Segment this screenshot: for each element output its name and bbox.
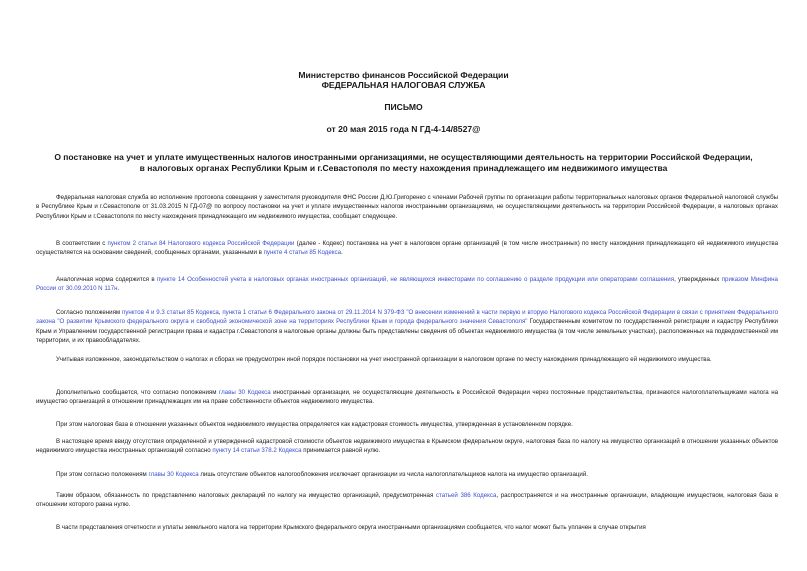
link-chapter-30[interactable]: главы 30 Кодекса bbox=[218, 389, 271, 396]
paragraph-text: При этом налоговая база в отношении указанных объектов недвижимого имущества определяется как кадастровая стоимость имущества, утвержденная в установленном порядке. bbox=[56, 421, 573, 428]
paragraph-text: . bbox=[340, 249, 343, 257]
document-title-line-2: в налоговых органах Республики Крым и г.Севастополя по месту нахождения принадлежащего им недвижимого имущества bbox=[139, 163, 668, 173]
paragraph-text: В соответствии с bbox=[56, 240, 108, 247]
paragraph-text: (далее - Кодекс) постановка на учет в налоговом органе организаций (в том числе иностранных) по месту нахождения принадлежащего ей недвижимого имущества осуществляется на основании сведений, сообщенных органами, указанными в bbox=[36, 240, 778, 257]
paragraph-text: Учитывая изложенное, законодательством о налогах и сборах не предусмотрен иной порядок постановки на учет иностранной организации в налоговом органе по месту нахождения принадлежащего ей недвижимого имущества. bbox=[56, 356, 712, 363]
paragraph-text: Федеральная налоговая служба во исполнение протокола совещания у заместителя руководителя ФНС России Д.Ю.Григоренко с членами Рабочей группы по организации работы территориальных налоговых органов Федеральной налоговой службы в Республике Крым и г.Севастополе от 31.03.2015 N ГД-07@ по вопросу постановки на учет и уплате имущественных налогов иностранными организациями, не осуществляющими деятельность на территории Российской Федерации, в налоговых органах Республики Крым и г.Севастополя по месту нахождения принадлежащего им недвижимого имущества, сообщает следующее. bbox=[36, 194, 778, 220]
paragraph-text: Государственным комитетом по государственной регистрации и кадастру Республики Крым и Управлением государственной регистрации права и кадастра г.Севастополя в налоговые органы должны быть представлены сведения об объектах недвижимого имущества (в том числе земельных участках), расположенных на подведомственной им территории, и их правообладателях. bbox=[36, 318, 778, 345]
link-features-point-14[interactable]: пункте 14 Особенностей учета в налоговых органах иностранных организаций, не являющихся инвесторами по соглашению о разделе продукции или операторами соглашения bbox=[156, 276, 675, 283]
paragraph-text: иностранные организации, не осуществляющие деятельность в Российской Федерации через постоянные представительства, признаются налогоплательщиками налога на имущество организаций в отношении принадлежащих им на праве собственности объектов недвижимого имущества. bbox=[36, 389, 778, 406]
paragraph-text: Согласно положениям bbox=[56, 309, 122, 316]
link-minfin-order-117n[interactable]: приказом Минфина России от 30.09.2010 N 117н bbox=[36, 276, 778, 293]
link-federal-law-379fz[interactable]: пункта 1 статьи 6 Федерального закона от 29.11.2014 N 379-ФЗ "О внесении изменений в части первую и вторую Налогового кодекса Российской Федерации в связи с принятием Федерального закона "О развитии Крымского федерального округа и свободной экономической зоне на территориях Республики Крым и города федерального значения Севастополя" bbox=[36, 309, 778, 326]
paragraph-crimea-registry bbox=[36, 308, 778, 346]
paragraph-similar-norm bbox=[36, 275, 778, 294]
document-title-line-1: О постановке на учет и уплате имущественных налогов иностранными организациями, не осуществляющими деятельность на территории Российской Федерации, bbox=[54, 152, 753, 162]
paragraph-registration bbox=[36, 239, 778, 258]
link-chapter-30[interactable]: главы 30 Кодекса bbox=[148, 471, 199, 478]
link-article-378-2[interactable]: пункту 14 статьи 378.2 Кодекса bbox=[212, 447, 302, 455]
paragraph-text: При этом согласно положениям bbox=[56, 471, 149, 478]
service-name: ФЕДЕРАЛЬНАЯ НАЛОГОВАЯ СЛУЖБА bbox=[321, 80, 486, 90]
paragraph-text: Дополнительно сообщается, что согласно положениям bbox=[56, 389, 219, 396]
paragraph-land-tax bbox=[36, 523, 778, 532]
paragraph-tax-base bbox=[36, 420, 778, 429]
link-article-386[interactable]: статьей 386 Кодекса bbox=[435, 492, 497, 499]
ministry-name: Министерство финансов Российской Федерации bbox=[298, 70, 509, 80]
paragraph-text: принимается равной нулю. bbox=[301, 447, 381, 455]
paragraph-intro bbox=[36, 193, 778, 221]
paragraph-conclusion bbox=[36, 355, 778, 364]
paragraph-text: , утвержденных bbox=[674, 276, 722, 283]
paragraph-text: . bbox=[117, 285, 120, 293]
paragraph-text: , bbox=[218, 309, 223, 316]
paragraph-text: Аналогичная норма содержится в bbox=[56, 276, 157, 283]
document-date-number: от 20 мая 2015 года N ГД-4-14/8527@ bbox=[326, 124, 481, 134]
paragraph-zero-base bbox=[36, 437, 778, 456]
paragraph-text: Таким образом, обязанность по представлению налоговых деклараций по налогу на имущество организаций, предусмотренная bbox=[56, 492, 436, 499]
paragraph-no-objects bbox=[36, 470, 778, 479]
paragraph-text: В части представления отчетности и уплаты земельного налога на территории Крымского федерального округа иностранными организациями сообщается, что налог может быть уплачен в случае открытия bbox=[56, 524, 646, 531]
paragraph-text: лишь отсутствие объектов налогообложения исключает организации из числа налогоплательщиков налога на имущество организаций. bbox=[198, 471, 588, 478]
link-article-84[interactable]: пунктом 2 статьи 84 Налогового кодекса Российской Федерации bbox=[107, 240, 295, 247]
document-type: ПИСЬМО bbox=[384, 102, 423, 112]
paragraph-declarations bbox=[36, 491, 778, 510]
paragraph-property-tax-payers bbox=[36, 388, 778, 407]
paragraph-text: В настоящее время ввиду отсутствия определенной и утвержденной кадастровой стоимости объектов недвижимого имущества в Крымском федеральном округе, налоговая база по налогу на имущество организаций в отношении указанных объектов недвижимого имущества иностранных организаций согласно bbox=[36, 438, 778, 455]
link-article-85-p4[interactable]: пункте 4 статьи 85 Кодекса bbox=[263, 249, 341, 257]
link-article-85-p4-9-3[interactable]: пунктов 4 и 9.3 статьи 85 Кодекса bbox=[122, 309, 219, 316]
paragraph-text: , распространяется и на иностранные организации, владеющие имуществом, налоговая база в отношении которого равна нулю. bbox=[36, 492, 778, 509]
